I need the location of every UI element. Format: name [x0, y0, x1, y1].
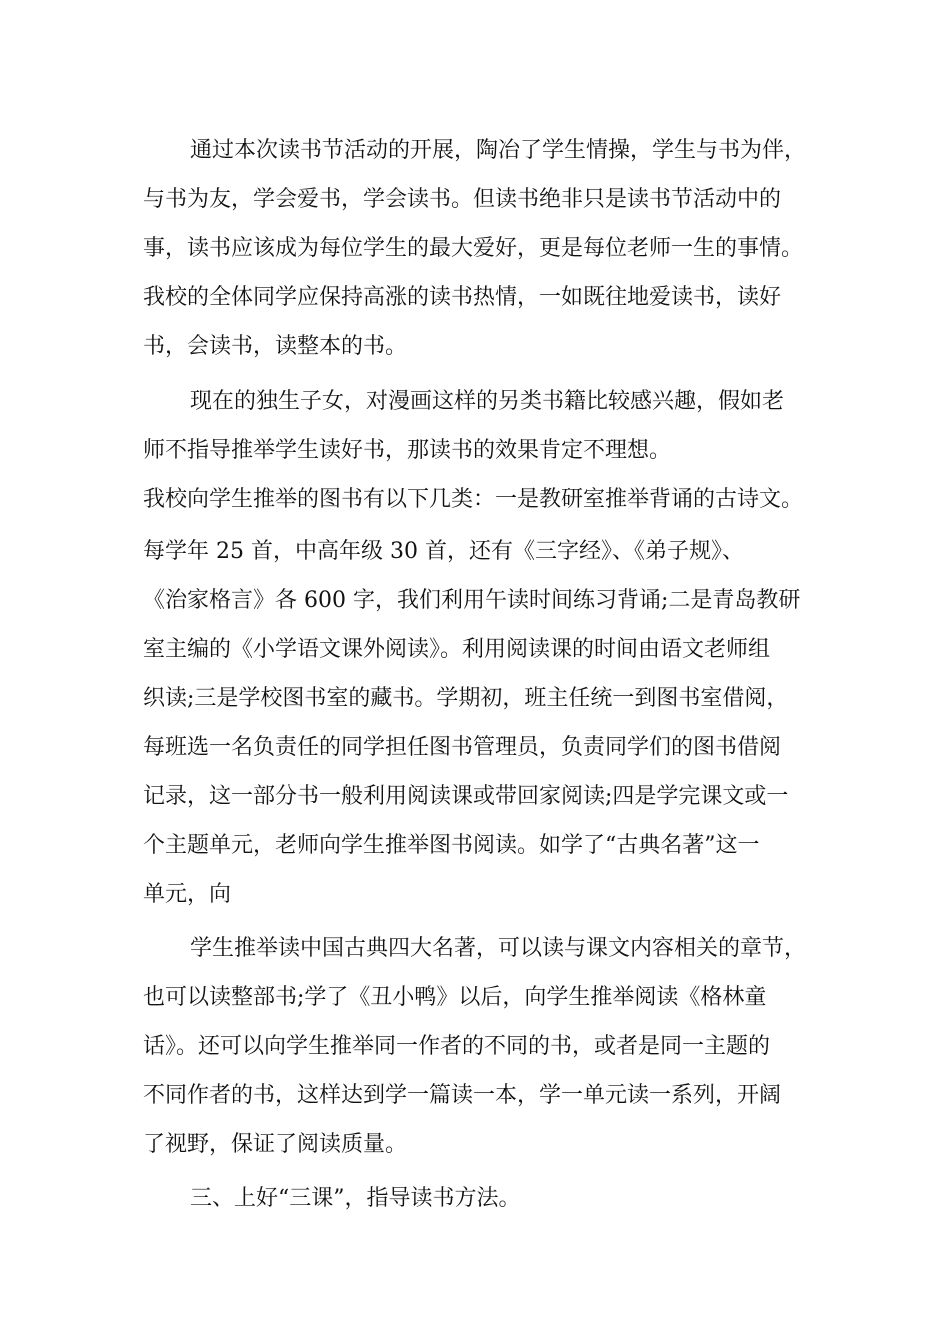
text-line: 了视野，保证了阅读质量。	[143, 1132, 408, 1157]
text-line: 现在的独生子女，对漫画这样的另类书籍比较感兴趣，假如老	[190, 389, 785, 414]
text-line: 《治家格言》各 600 字，我们利用午读时间练习背诵;二是青岛教研	[143, 588, 801, 613]
text-line: 师不指导推举学生读好书，那读书的效果肯定不理想。	[143, 438, 672, 463]
text-line: 个主题单元，老师向学生推举图书阅读。如学了“古典名著”这一	[143, 833, 760, 858]
text-line: 每学年 25 首，中高年级 30 首，还有《三字经》、《弟子规》、	[143, 539, 744, 564]
text-line: 通过本次读书节活动的开展，陶冶了学生情操，学生与书为伴，	[190, 138, 807, 163]
text-line: 每班选一名负责任的同学担任图书管理员，负责同学们的图书借阅	[143, 735, 782, 760]
text-line: 学生推举读中国古典四大名著，可以读与课文内容相关的章节，	[190, 936, 807, 961]
text-line: 也可以读整部书;学了《丑小鸭》以后，向学生推举阅读《格林童	[143, 985, 767, 1010]
text-line: 室主编的《小学语文课外阅读》。利用阅读课的时间由语文老师组	[143, 637, 771, 662]
text-line: 话》。还可以向学生推举同一作者的不同的书，或者是同一主题的	[143, 1034, 771, 1059]
text-line: 单元，向	[143, 882, 232, 907]
text-line: 我校的全体同学应保持高涨的读书热情，一如既往地爱读书，读好	[143, 285, 782, 310]
text-line: 不同作者的书，这样达到学一篇读一本，学一单元读一系列，开阔	[143, 1083, 782, 1108]
text-line: 书，会读书，读整本的书。	[143, 334, 408, 359]
text-line: 我校向学生推举的图书有以下几类：一是教研室推举背诵的古诗文。	[143, 487, 804, 512]
text-line: 与书为友，学会爱书，学会读书。但读书绝非只是读书节活动中的	[143, 187, 782, 212]
text-line: 事，读书应该成为每位学生的最大爱好，更是每位老师一生的事情。	[143, 236, 804, 261]
text-line: 织读;三是学校图书室的藏书。学期初，班主任统一到图书室借阅，	[143, 686, 789, 711]
text-line: 记录，这一部分书一般利用阅读课或带回家阅读;四是学完课文或一	[143, 784, 789, 809]
section-heading: 三、上好“三课”，指导读书方法。	[190, 1186, 521, 1211]
